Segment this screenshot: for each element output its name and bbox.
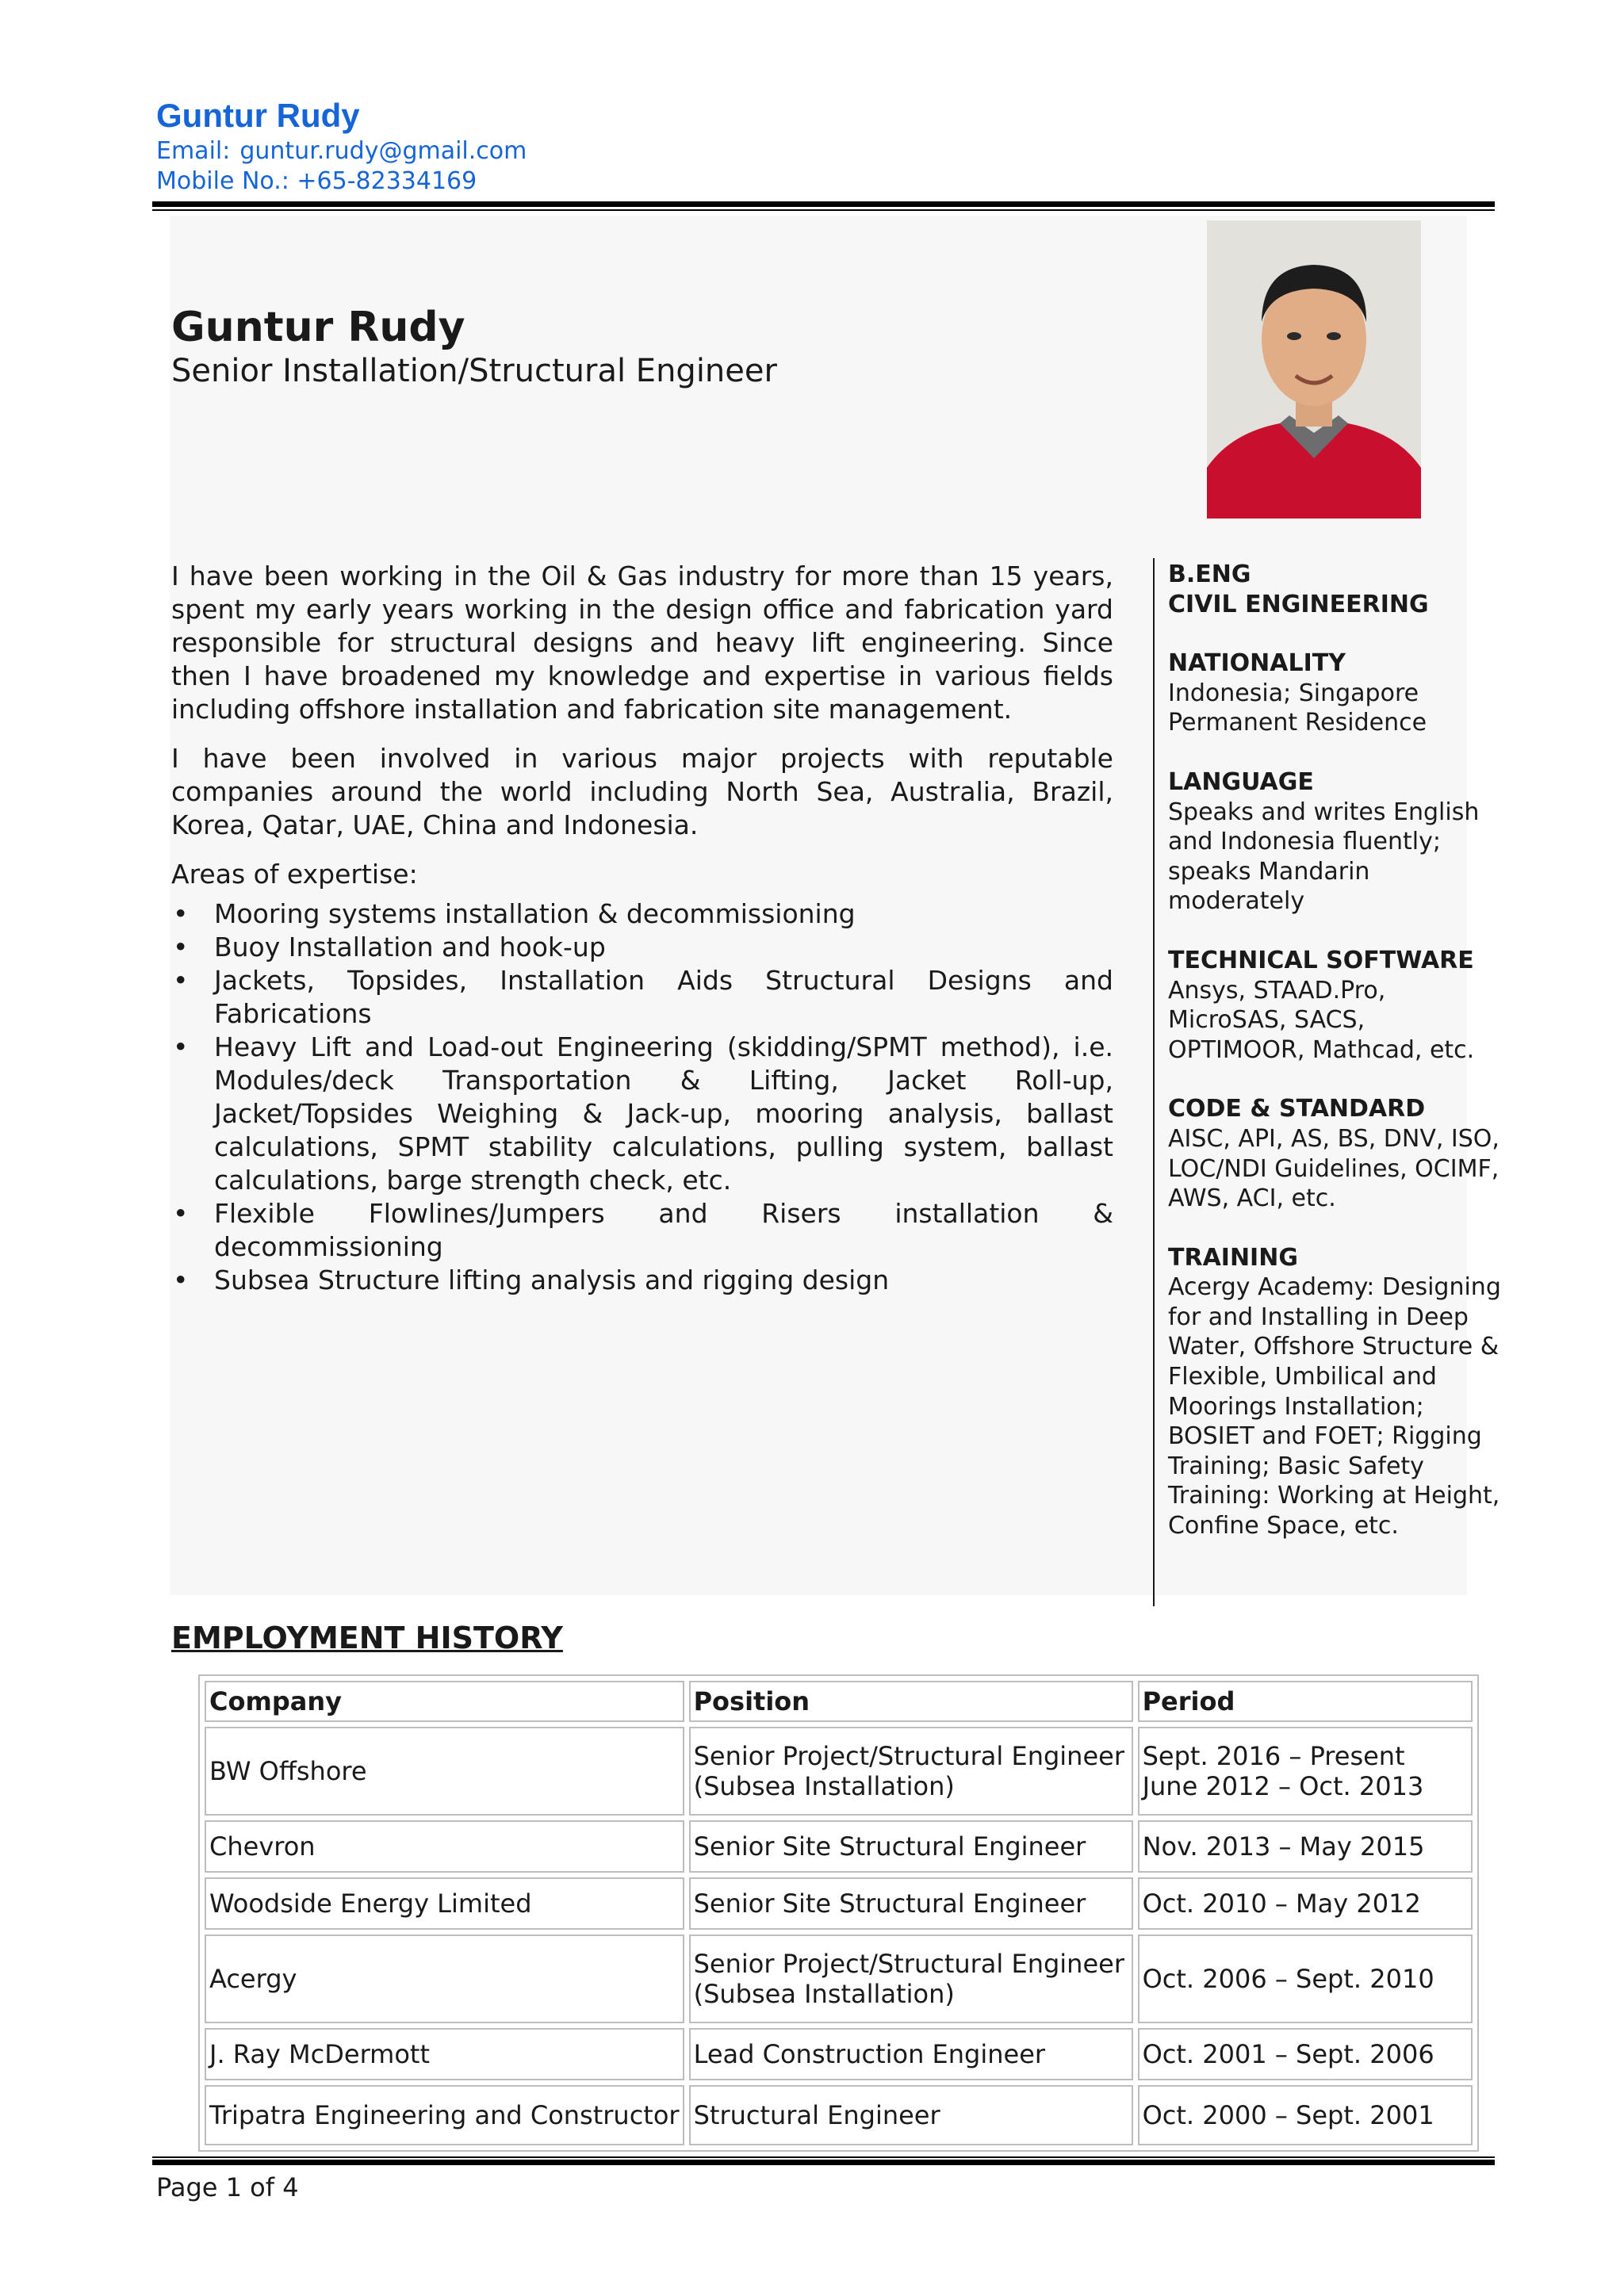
summary-paragraph-2: I have been involved in various major projects with reputable companies around the world including North Sea, Australia, Brazil, Korea, Qatar, UAE, China and Indonesia. (171, 743, 1113, 840)
table-header-row (205, 1681, 1473, 1722)
section-heading: CODE & STANDARD (1168, 1095, 1426, 1123)
candidate-role: Senior Installation/Structural Engineer (171, 353, 777, 389)
company-cell: BW Offshore (205, 1727, 684, 1816)
training-text: Acergy Academy: Designing for and Installing in Deep Water, Offshore Structure & Flexible, Umbilical and Moorings Installation; BOSIET and FOET; Rigging Training; Basic Safety Training: Working at Height, Confine Space, etc. (1168, 1273, 1501, 1540)
position-cell: Senior Project/Structural Engineer (Subsea Installation) (689, 1727, 1133, 1816)
section-heading: NATIONALITY (1168, 649, 1346, 678)
position-cell: Structural Engineer (689, 2085, 1133, 2145)
employment-heading: EMPLOYMENT HISTORY (171, 1621, 563, 1655)
header-rule-thick (152, 201, 1495, 207)
table-row (205, 2028, 1473, 2080)
bullet-icon: • (173, 1265, 189, 1295)
company-cell: Acergy (205, 1934, 684, 2023)
column-header: Position (689, 1681, 1133, 1722)
period-cell: Nov. 2013 – May 2015 (1138, 1820, 1473, 1873)
table-row (205, 1934, 1473, 2023)
company-cell: Tripatra Engineering and Constructor (205, 2085, 684, 2145)
bullet-icon: • (173, 898, 189, 929)
page-number: Page 1 of 4 (156, 2172, 299, 2202)
degree: B.ENG (1168, 561, 1251, 588)
candidate-name: Guntur Rudy (171, 304, 465, 351)
footer-rule-thick (152, 2160, 1495, 2165)
list-item: • Subsea Structure lifting analysis and rigging design (173, 1265, 890, 1295)
list-item: • Jackets, Topsides, Installation Aids Structural Designs and Fabrications (173, 965, 1113, 1029)
footer-rule-thin (152, 2156, 1495, 2158)
table-row (205, 1820, 1473, 1873)
email-line (156, 136, 527, 166)
education-section (1168, 560, 1501, 619)
period-cell: Oct. 2006 – Sept. 2010 (1138, 1934, 1473, 2023)
company-cell: Chevron (205, 1820, 684, 1873)
email-link[interactable]: guntur.rudy@gmail.com (239, 137, 527, 165)
nationality-section (1168, 649, 1501, 738)
list-item: • Mooring systems installation & decommissioning (173, 898, 856, 929)
language-text: Speaks and writes English and Indonesia fluently; speaks Mandarin moderately (1168, 798, 1480, 916)
summary-section (171, 560, 1113, 1297)
position-cell: Senior Site Structural Engineer (689, 1877, 1133, 1930)
position-cell: Lead Construction Engineer (689, 2028, 1133, 2080)
table-row (205, 1877, 1473, 1930)
position-cell: Senior Site Structural Engineer (689, 1820, 1133, 1873)
bullet-icon: • (173, 932, 189, 962)
software-text: Ansys, STAAD.Pro, MicroSAS, SACS, OPTIMOOR, Mathcad, etc. (1168, 976, 1475, 1064)
employment-table (198, 1674, 1479, 2152)
expertise-list (171, 897, 1113, 1297)
bullet-icon: • (173, 965, 189, 996)
letterhead-name: Guntur Rudy (156, 97, 360, 134)
period-cell: Sept. 2016 – Present June 2012 – Oct. 2013 (1138, 1727, 1473, 1816)
company-cell: Woodside Energy Limited (205, 1877, 684, 1930)
code-text: AISC, API, AS, BS, DNV, ISO, LOC/NDI Guidelines, OCIMF, AWS, ACI, etc. (1168, 1124, 1500, 1213)
bullet-icon: • (173, 1198, 189, 1229)
period-cell: Oct. 2001 – Sept. 2006 (1138, 2028, 1473, 2080)
list-item: • Heavy Lift and Load-out Engineering (skidding/SPMT method), i.e. Modules/deck Transportation & Lifting, Jacket Roll-up, Jacket/Topsides Weighing & Jack-up, mooring analysis, ballast calculations, SPMT stability calculations, pulling system, ballast calculations, barge strength check, etc. (173, 1031, 1113, 1196)
company-cell: J. Ray McDermott (205, 2028, 684, 2080)
sidebar (1168, 560, 1501, 1571)
portrait-image (1207, 220, 1421, 519)
profile-photo (1207, 220, 1421, 519)
code-section (1168, 1094, 1501, 1213)
language-section (1168, 767, 1501, 916)
letterhead (156, 95, 527, 197)
table-row (205, 1727, 1473, 1816)
column-header: Period (1138, 1681, 1473, 1722)
software-section (1168, 946, 1501, 1065)
nationality-text: Indonesia; Singapore Permanent Residence (1168, 679, 1427, 737)
section-heading: TECHNICAL SOFTWARE (1168, 946, 1474, 974)
training-section (1168, 1243, 1501, 1541)
summary-paragraph-1: I have been working in the Oil & Gas industry for more than 15 years, spent my early years working in the design office and fabrication yard responsible for structural designs and heavy lift engineering. Since then I have broadened my knowledge and expertise in various fields including offshore installation and fabrication site management. (171, 561, 1113, 725)
section-heading: TRAINING (1168, 1243, 1298, 1272)
position-cell: Senior Project/Structural Engineer (Subsea Installation) (689, 1934, 1133, 2023)
expertise-label: Areas of expertise: (171, 859, 418, 890)
period-cell: Oct. 2000 – Sept. 2001 (1138, 2085, 1473, 2145)
bullet-icon: • (173, 1031, 189, 1062)
header-rule-thin (152, 209, 1495, 211)
section-heading: LANGUAGE (1168, 767, 1314, 796)
period-cell: Oct. 2010 – May 2012 (1138, 1877, 1473, 1930)
list-item: • Buoy Installation and hook-up (173, 932, 606, 962)
column-header: Company (205, 1681, 684, 1722)
mobile-line: Mobile No.: +65-82334169 (156, 167, 477, 195)
email-label: Email: (156, 137, 231, 165)
degree-field: CIVIL ENGINEERING (1168, 590, 1429, 618)
column-divider (1153, 558, 1155, 1606)
list-item: • Flexible Flowlines/Jumpers and Risers installation & decommissioning (173, 1198, 1113, 1262)
table-row (205, 2085, 1473, 2145)
